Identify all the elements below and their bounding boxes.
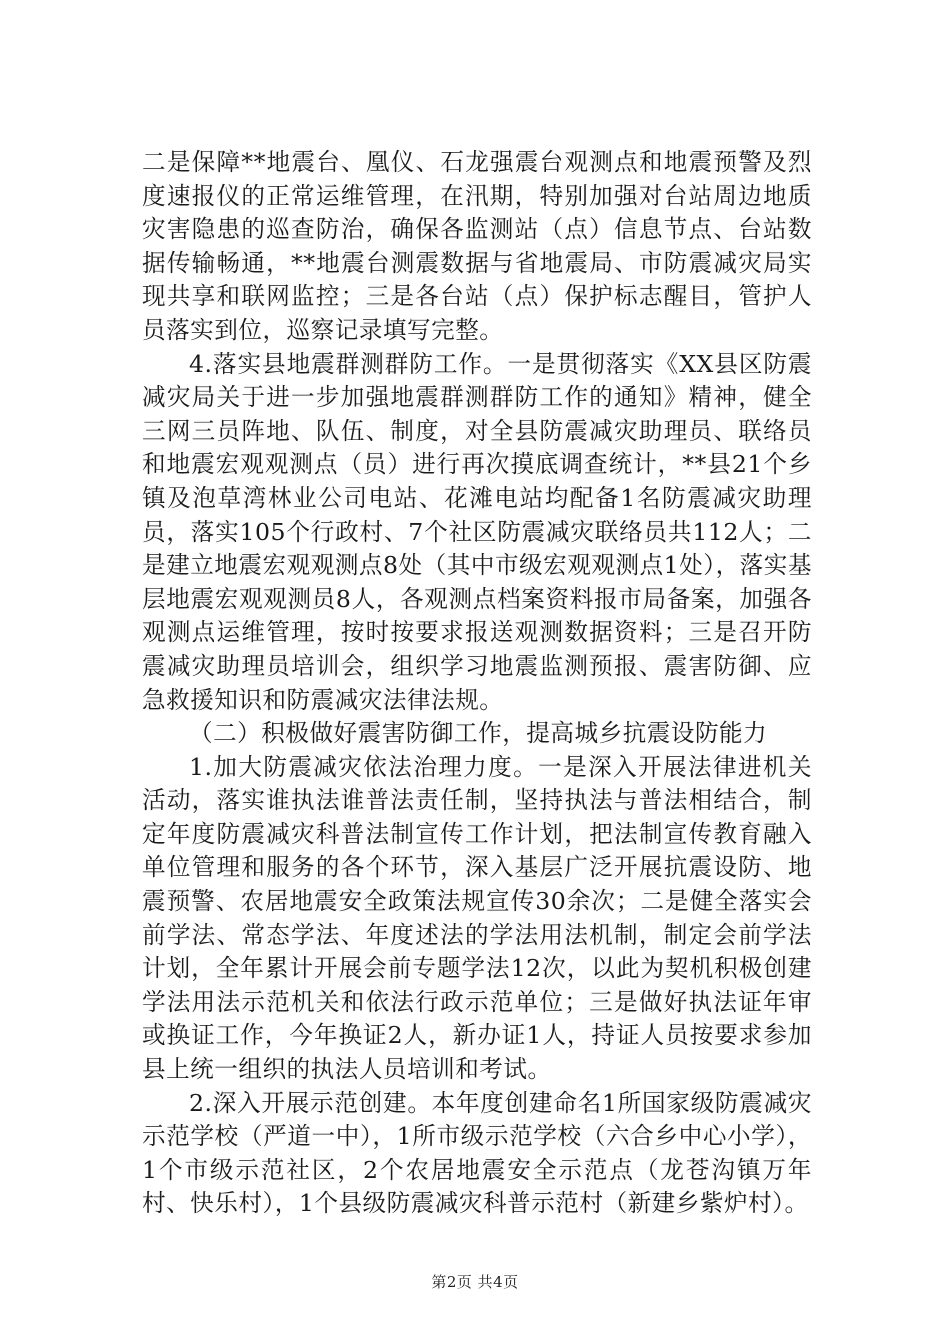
paragraph-monitoring-continued: 二是保障**地震台、凰仪、石龙强震台观测点和地震预警及烈度速报仪的正常运维管理，在汛期，特别加强对台站周边地质灾害隐患的巡查防治，确保各监测站（点）信息节点、台站数据传输畅通，**地震台测震数据与省地震局、市防震减灾局实现共享和联网监控；三是各台站（点）保护标志醒目，管护人员落实到位，巡察记录填写完整。 (142, 148, 812, 344)
paragraph-demonstration: 2.深入开展示范创建。本年度创建命名1所国家级防震减灾示范学校（严道一中），1所市级示范学校（六合乡中心小学），1个市级示范社区，2个农居地震安全示范点（龙苍沟镇万年村、快乐村），1个县级防震减灾科普示范村（新建乡紫炉村）。 (142, 1088, 812, 1218)
section-heading-disaster-defense: （二）积极做好震害防御工作，提高城乡抗震设防能力 (189, 719, 768, 748)
page-footer: 第2页 共4页 (431, 1273, 519, 1291)
document-body (142, 146, 812, 1221)
paragraph-group-prevention: 4.落实县地震群测群防工作。一是贯彻落实《XX县区防震减灾局关于进一步加强地震群测群防工作的通知》精神，健全三网三员阵地、队伍、制度，对全县防震减灾助理员、联络员和地震宏观观测点（员）进行再次摸底调查统计，**县21个乡镇及泡草湾林业公司电站、花滩电站均配备1名防震减灾助理员，落实105个行政村、7个社区防震减灾联络员共112人；二是建立地震宏观观测点8处（其中市级宏观观测点1处），落实基层地震宏观观测员8人，各观测点档案资料报市局备案，加强各观测点运维管理，按时按要求报送观测数据资料；三是召开防震减灾助理员培训会，组织学习地震监测预报、震害防御、应急救援知识和防震减灾法律法规。 (142, 349, 812, 714)
paragraph-legal-governance: 1.加大防震减灾依法治理力度。一是深入开展法律进机关活动，落实谁执法谁普法责任制，坚持执法与普法相结合，制定年度防震减灾科普法制宣传工作计划，把法制宣传教育融入单位管理和服务的各个环节，深入基层广泛开展抗震设防、地震预警、农居地震安全政策法规宣传30余次；二是健全落实会前学法、常态学法、年度述法的学法用法机制，制定会前学法计划，全年累计开展会前专题学法12次，以此为契机积极创建学法用法示范机关和依法行政示范单位；三是做好执法证年审或换证工作，今年换证2人，新办证1人，持证人员按要求参加县上统一组织的执法人员培训和考试。 (142, 752, 812, 1084)
